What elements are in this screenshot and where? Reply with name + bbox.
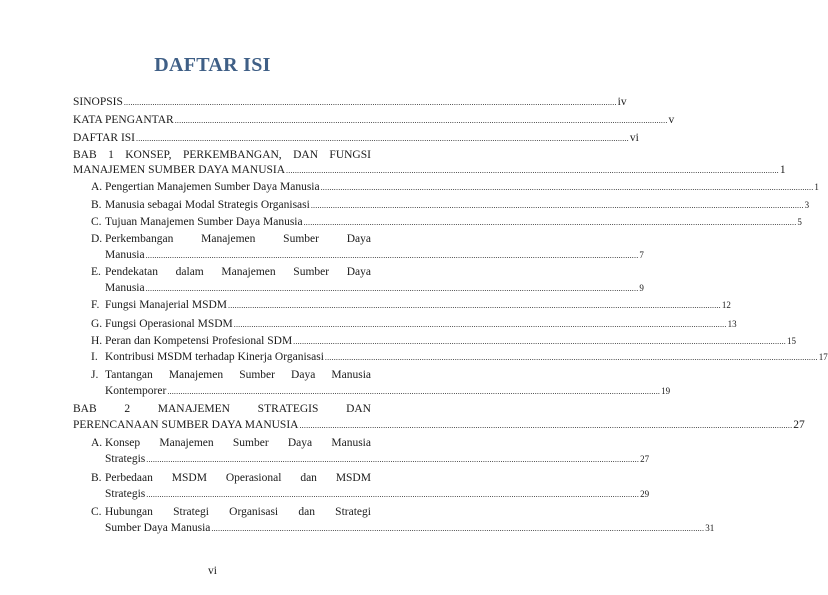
toc-word: Manajemen bbox=[159, 437, 214, 449]
toc-section-letter: E. bbox=[91, 266, 101, 278]
toc-word: DAN bbox=[346, 403, 371, 415]
toc-word: Sumber bbox=[232, 437, 269, 449]
toc-entry-daftar-isi bbox=[73, 131, 639, 147]
dot-leader bbox=[211, 522, 704, 536]
toc-entry-text: Strategis bbox=[105, 488, 146, 500]
toc-page-number: 9 bbox=[639, 283, 644, 293]
toc-word: Daya bbox=[346, 233, 371, 245]
toc-page-number: 27 bbox=[640, 454, 650, 464]
toc-section-1j-line2 bbox=[105, 384, 671, 400]
toc-section-letter: C. bbox=[91, 216, 102, 228]
toc-section-2a-line1 bbox=[91, 436, 371, 452]
toc-section-1e-line1 bbox=[91, 265, 371, 281]
toc-word: KONSEP, bbox=[125, 149, 172, 161]
dot-leader bbox=[136, 132, 629, 146]
toc-entry-text: Fungsi Manajerial MSDM bbox=[105, 299, 228, 311]
toc-word: 2 bbox=[124, 403, 131, 415]
toc-section-letter: I. bbox=[91, 351, 98, 363]
toc-page-number: 1 bbox=[779, 164, 786, 176]
toc-word: MSDM bbox=[335, 472, 371, 484]
toc-page-number: vi bbox=[629, 132, 639, 144]
toc-section-2b-line2 bbox=[105, 487, 650, 503]
dot-leader bbox=[146, 488, 639, 502]
toc-section-1i bbox=[91, 350, 828, 366]
dot-leader bbox=[167, 385, 660, 399]
toc-word: DAN bbox=[293, 149, 319, 161]
toc-word: Manajemen bbox=[168, 369, 224, 381]
toc-section-1f bbox=[91, 298, 731, 314]
toc-word: Perbedaan bbox=[105, 472, 153, 484]
dot-leader bbox=[146, 453, 639, 467]
toc-word: Perkembangan bbox=[105, 233, 174, 245]
toc-section-letter: F. bbox=[91, 299, 100, 311]
toc-section-1b bbox=[91, 198, 810, 214]
toc-section-letter: C. bbox=[91, 506, 102, 518]
toc-word: dan bbox=[298, 506, 315, 518]
dot-leader bbox=[325, 351, 818, 365]
toc-page-number: 5 bbox=[797, 217, 802, 227]
toc-section-letter: A. bbox=[91, 437, 103, 449]
toc-word: Organisasi bbox=[229, 506, 279, 518]
toc-section-letter: J. bbox=[91, 369, 99, 381]
toc-entry-text: Kontemporer bbox=[105, 385, 167, 397]
toc-word: Daya bbox=[346, 266, 371, 278]
toc-entry-text: Tujuan Manajemen Sumber Daya Manusia bbox=[105, 216, 303, 228]
toc-word: Manusia bbox=[331, 437, 371, 449]
toc-section-2b-line1 bbox=[91, 471, 371, 487]
toc-section-letter: G. bbox=[91, 318, 103, 330]
toc-entry-text: MANAJEMEN SUMBER DAYA MANUSIA bbox=[73, 164, 286, 176]
toc-word: BAB bbox=[73, 149, 97, 161]
toc-entry-text: Kontribusi MSDM terhadap Kinerja Organisasi bbox=[105, 351, 324, 363]
toc-entry-text: Fungsi Operasional MSDM bbox=[105, 318, 233, 330]
toc-word: 1 bbox=[108, 149, 114, 161]
toc-section-2c-line2 bbox=[105, 521, 715, 537]
toc-page-number: 31 bbox=[705, 523, 715, 533]
toc-entry-text: PERENCANAAN SUMBER DAYA MANUSIA bbox=[73, 419, 299, 431]
toc-section-2c-line1 bbox=[91, 505, 371, 521]
toc-entry-text: Manusia bbox=[105, 282, 145, 294]
toc-entry-text: Pengertian Manajemen Sumber Daya Manusia bbox=[105, 181, 320, 193]
toc-section-letter: B. bbox=[91, 199, 102, 211]
toc-section-1j-line1 bbox=[91, 368, 371, 384]
toc-page-number: 19 bbox=[661, 386, 671, 396]
toc-section-1h bbox=[91, 334, 796, 350]
dot-leader bbox=[124, 96, 617, 110]
toc-entry-text: Peran dan Kompetensi Profesional SDM bbox=[105, 335, 293, 347]
dot-leader bbox=[228, 299, 721, 313]
toc-word: BAB bbox=[73, 403, 97, 415]
dot-leader bbox=[146, 282, 639, 296]
toc-page-number: 13 bbox=[727, 319, 737, 329]
toc-chapter-2-line1 bbox=[73, 402, 371, 418]
toc-section-letter: H. bbox=[91, 335, 103, 347]
toc-word: Konsep bbox=[105, 437, 141, 449]
toc-section-1c bbox=[91, 215, 802, 231]
toc-word: Manajemen bbox=[201, 233, 256, 245]
toc-entry-text: DAFTAR ISI bbox=[73, 132, 136, 144]
toc-word: MANAJEMEN bbox=[157, 403, 230, 415]
toc-word: PERKEMBANGAN, bbox=[182, 149, 282, 161]
toc-entry-text: Sumber Daya Manusia bbox=[105, 522, 211, 534]
toc-word: Tantangan bbox=[105, 369, 153, 381]
dot-leader bbox=[311, 199, 804, 213]
dot-leader bbox=[286, 164, 779, 178]
page-title: DAFTAR ISI bbox=[154, 54, 271, 76]
toc-word: STRATEGIS bbox=[257, 403, 319, 415]
toc-word: Sumber bbox=[293, 266, 330, 278]
toc-chapter-2-line2 bbox=[73, 418, 805, 434]
dot-leader bbox=[175, 114, 668, 128]
toc-section-1e-line2 bbox=[105, 281, 644, 297]
toc-chapter-1-line2 bbox=[73, 163, 786, 179]
toc-word: Daya bbox=[287, 437, 313, 449]
toc-justified-text bbox=[105, 265, 371, 279]
toc-justified-text bbox=[105, 471, 371, 485]
toc-word: Hubungan bbox=[105, 506, 153, 518]
toc-word: Pendekatan bbox=[105, 266, 159, 278]
toc-section-2a-line2 bbox=[105, 452, 650, 468]
toc-word: FUNGSI bbox=[329, 149, 371, 161]
toc-word: dan bbox=[300, 472, 317, 484]
toc-word: Operasional bbox=[225, 472, 282, 484]
toc-justified-text bbox=[105, 505, 371, 519]
toc-entry-sinopsis bbox=[73, 95, 627, 111]
toc-section-1d-line1 bbox=[91, 232, 371, 248]
toc-word: Daya bbox=[291, 369, 316, 381]
toc-section-letter: D. bbox=[91, 233, 103, 245]
toc-entry-kata-pengantar bbox=[73, 113, 675, 129]
toc-page-number: 27 bbox=[793, 419, 805, 431]
toc-section-letter: A. bbox=[91, 181, 103, 193]
toc-word: Sumber bbox=[239, 369, 275, 381]
toc-entry-text: Manusia sebagai Modal Strategis Organisasi bbox=[105, 199, 310, 211]
page-number-footer: vi bbox=[208, 565, 217, 577]
toc-page-number: v bbox=[668, 114, 675, 126]
toc-chapter-1-line1 bbox=[73, 148, 371, 164]
toc-word: Strategi bbox=[173, 506, 209, 518]
dot-leader bbox=[234, 318, 727, 332]
toc-word: Manusia bbox=[331, 369, 371, 381]
toc-page-number: 17 bbox=[818, 352, 828, 362]
dot-leader bbox=[146, 249, 639, 263]
toc-justified-text bbox=[105, 232, 371, 246]
toc-justified-text bbox=[105, 436, 371, 450]
toc-word: MSDM bbox=[171, 472, 207, 484]
toc-page-number: 15 bbox=[786, 336, 796, 346]
toc-page-number: iv bbox=[617, 96, 627, 108]
toc-word: Manajemen bbox=[221, 266, 276, 278]
toc-page-number: 1 bbox=[814, 182, 819, 192]
dot-leader bbox=[293, 335, 786, 349]
toc-entry-text: KATA PENGANTAR bbox=[73, 114, 174, 126]
toc-word: dalam bbox=[175, 266, 204, 278]
dot-leader bbox=[304, 216, 797, 230]
dot-leader bbox=[321, 181, 814, 195]
toc-entry-text: Manusia bbox=[105, 249, 145, 261]
toc-section-1d-line2 bbox=[105, 248, 644, 264]
toc-justified-text bbox=[105, 368, 371, 382]
toc-page-number: 3 bbox=[804, 200, 810, 210]
dot-leader bbox=[299, 419, 792, 433]
toc-page-number: 29 bbox=[640, 489, 650, 499]
toc-word: Sumber bbox=[283, 233, 319, 245]
toc-section-letter: B. bbox=[91, 472, 102, 484]
toc-page-number: 12 bbox=[721, 300, 731, 310]
toc-entry-text: Strategis bbox=[105, 453, 146, 465]
toc-page-number: 7 bbox=[639, 250, 644, 260]
toc-word: Strategi bbox=[335, 506, 371, 518]
toc-section-1a bbox=[91, 180, 819, 196]
toc-entry-text: SINOPSIS bbox=[73, 96, 123, 108]
toc-section-1g bbox=[91, 317, 737, 333]
